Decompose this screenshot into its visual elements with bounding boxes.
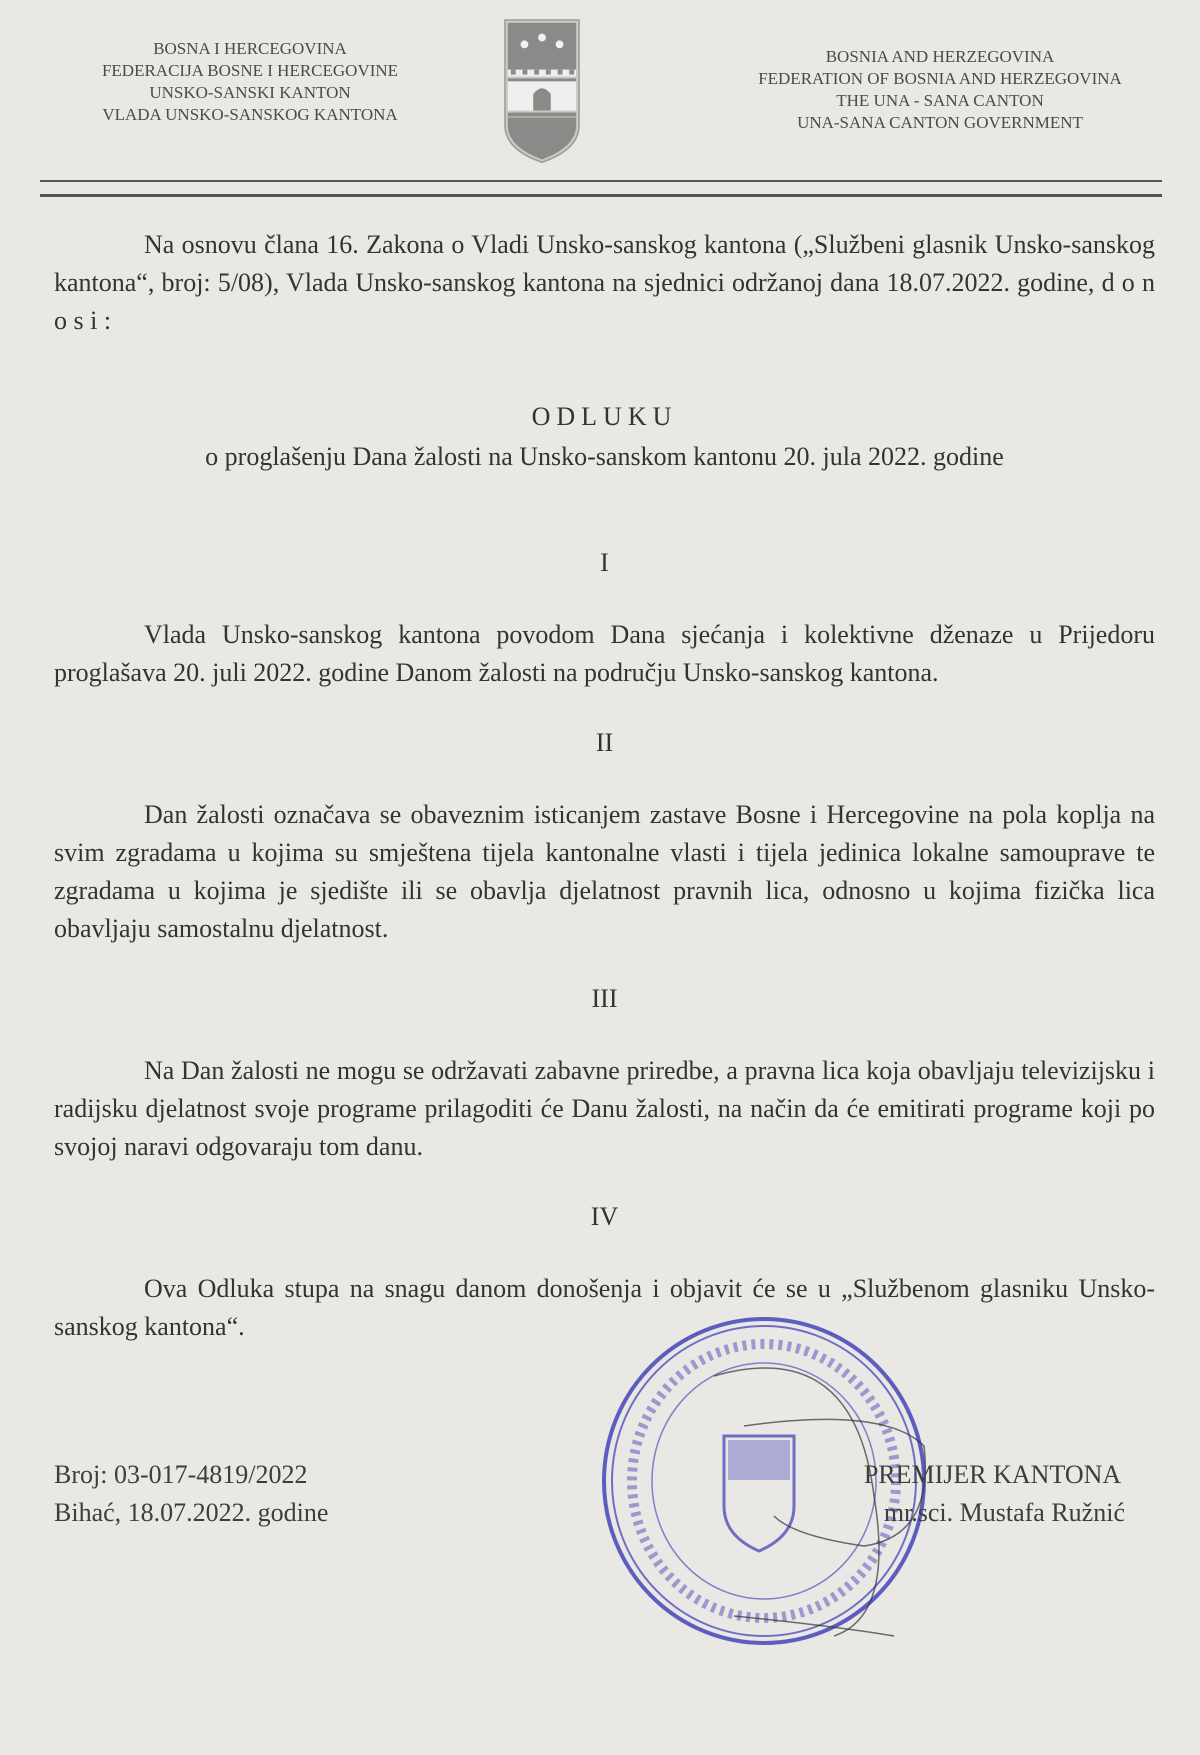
header-line: BOSNIA AND HERZEGOVINA [825, 47, 1055, 66]
signatory-title: PREMIJER KANTONA [863, 1460, 1122, 1489]
header-left [50, 38, 450, 126]
header-line: FEDERACIJA BOSNE I HERCEGOVINE [101, 61, 399, 80]
section-numeral: III [591, 984, 618, 1013]
coat-of-arms-icon [503, 18, 581, 164]
document-number: Broj: 03-017-4819/2022 [54, 1460, 308, 1489]
header-divider [40, 180, 1162, 182]
header-line: FEDERATION OF BOSNIA AND HERZEGOVINA [758, 69, 1122, 88]
section-numeral: IV [590, 1202, 619, 1231]
place-date: Bihać, 18.07.2022. godine [54, 1498, 329, 1527]
reference-block [54, 1456, 328, 1532]
header-line: UNSKO-SANSKI KANTON [149, 83, 351, 102]
signatory [864, 1456, 1125, 1532]
section-numeral: I [600, 548, 609, 577]
header-line: VLADA UNSKO-SANSKOG KANTONA [102, 105, 398, 124]
header-divider [40, 194, 1162, 197]
section-text: Dan žalosti označava se obaveznim isticanjem zastave Bosne i Hercegovine na pola koplja na svim zgradama u kojima su smještena tijela kantonalne vlasti i tijela jedinica lokalne samouprave te zgradama u kojima je sjedište ili se obavlja djelatnost pravnih lica, odnosno u kojima fizička lica obavljaju samostalnu djelatnost. [54, 800, 1155, 943]
signature-block [54, 1456, 1155, 1532]
section-text: Vlada Unsko-sanskog kantona povodom Dana sjećanja i kolektivne dženaze u Prijedoru proglašava 20. juli 2022. godine Danom žalosti na području Unsko-sanskog kantona. [54, 620, 1155, 687]
preamble: Na osnovu člana 16. Zakona o Vladi Unsko-sanskog kantona („Službeni glasnik Unsko-sanskog kantona“, broj: 5/08), Vlada Unsko-sanskog kantona na sjednici održanoj dana 18.07.2022. godine, d o n o s i : [54, 230, 1155, 335]
signatory-name: mr.sci. Mustafa Ružnić [883, 1498, 1125, 1527]
header-line: UNA-SANA CANTON GOVERNMENT [797, 113, 1083, 132]
section-numeral: II [595, 728, 614, 757]
section-text: Ova Odluka stupa na snagu danom donošenja i objavit će se u „Službenom glasniku Unsko-sanskog kantona“. [54, 1274, 1155, 1341]
section-text: Na Dan žalosti ne mogu se održavati zabavne priredbe, a pravna lica koja obavljaju televizijsku i radijsku djelatnost svoje programe prilagoditi će Danu žalosti, na način da će emitirati programe koji po svojoj naravi odgovaraju tom danu. [54, 1056, 1155, 1161]
decision-title: ODLUKU [531, 402, 678, 431]
header-right [700, 46, 1180, 134]
header-line: BOSNA I HERCEGOVINA [153, 39, 347, 58]
header-line: THE UNA - SANA CANTON [836, 91, 1044, 110]
decision-subtitle: o proglašenju Dana žalosti na Unsko-sanskom kantonu 20. jula 2022. godine [205, 442, 1004, 471]
document-body [54, 226, 1155, 1532]
